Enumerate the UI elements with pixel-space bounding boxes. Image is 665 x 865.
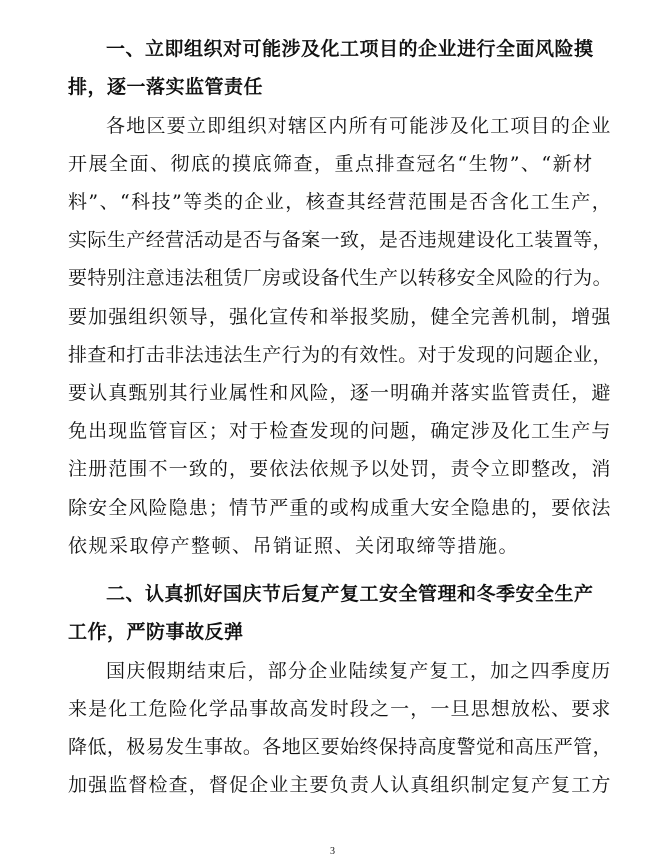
section1-heading-line: 一、立即组织对可能涉及化工项目的企业进行全面风险摸 xyxy=(106,38,594,60)
section1-paragraph-line: 排查和打击非法违法生产行为的有效性。对于发现的问题企业， xyxy=(68,344,613,366)
section1-paragraph-line: 依规采取停产整顿、吊销证照、关闭取缔等措施。 xyxy=(68,535,520,557)
section1-paragraph-line: 除安全风险隐患；情节严重的或构成重大安全隐患的，要依法 xyxy=(68,497,612,519)
section1-paragraph-line: 要加强组织领导，强化宣传和举报奖励，健全完善机制，增强 xyxy=(68,306,612,328)
section2-heading-line: 工作，严防事故反弹 xyxy=(68,621,244,643)
section1-paragraph-line: 各地区要立即组织对辖区内所有可能涉及化工项目的企业 xyxy=(106,115,612,137)
section2-paragraph-line: 加强监督检查，督促企业主要负责人认真组织制定复产复工方 xyxy=(68,774,612,796)
section1-paragraph-line: 注册范围不一致的，要依法依规予以处罚，责令立即整改，消 xyxy=(68,458,612,480)
page-number: 3 xyxy=(330,846,335,857)
section1-paragraph-line: 开展全面、彻底的摸底筛查，重点排查冠名“生物”、“新材 xyxy=(68,153,594,175)
section2-paragraph-line: 国庆假期结束后，部分企业陆续复产复工，加之四季度历 xyxy=(106,660,612,682)
section1-paragraph-line: 实际生产经营活动是否与备案一致，是否违规建设化工装置等， xyxy=(68,229,613,251)
section1-paragraph-line: 免出现监管盲区；对于检查发现的问题，确定涉及化工生产与 xyxy=(68,420,612,442)
section1-paragraph-line: 料”、“科技”等类的企业，核查其经营范围是否含化工生产， xyxy=(68,191,613,213)
section1-paragraph-line: 要特别注意违法租赁厂房或设备代生产以转移安全风险的行为。 xyxy=(68,267,613,289)
section2-paragraph-line: 来是化工危险化学品事故高发时段之一，一旦思想放松、要求 xyxy=(68,698,612,720)
section1-heading-line: 排，逐一落实监管责任 xyxy=(68,76,264,98)
section2-heading-line: 二、认真抓好国庆节后复产复工安全管理和冬季安全生产 xyxy=(106,583,594,605)
section2-paragraph-line: 降低，极易发生事故。各地区要始终保持高度警觉和高压严管， xyxy=(68,736,613,758)
section1-paragraph-line: 要认真甄别其行业属性和风险，逐一明确并落实监管责任，避 xyxy=(68,382,612,404)
